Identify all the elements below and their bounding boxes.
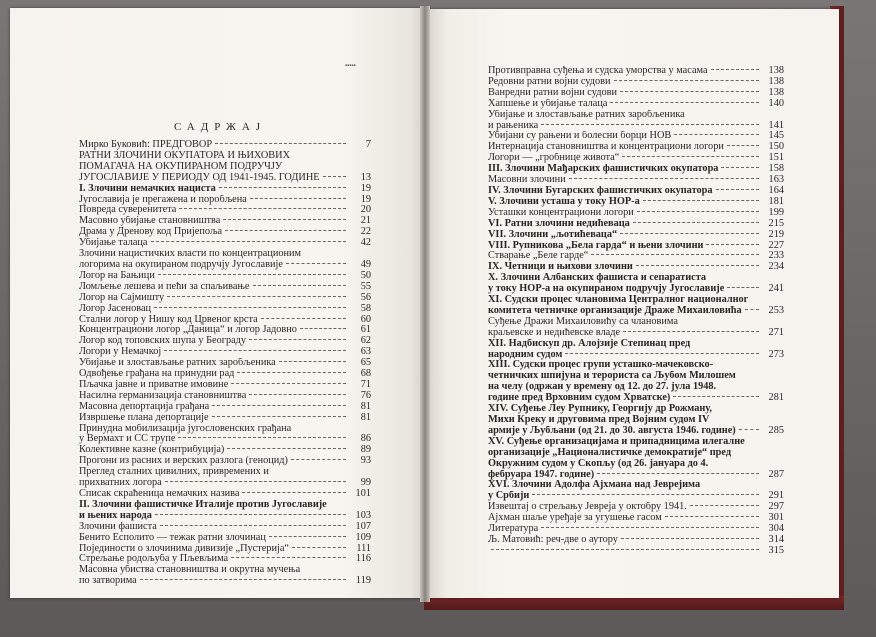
- toc-entry-title: логорима на окупираном подручју Југославије: [79, 259, 283, 270]
- toc-entry-title: Окружним судом у Скопљу (од 26. јануара до 4.: [488, 458, 709, 469]
- toc-entry-title: Одвођење грађана на принудни рад: [79, 369, 235, 380]
- toc-entry: [79, 184, 371, 195]
- toc-entry: [488, 230, 784, 241]
- toc-entry-title: Михи Креку и друговима пред Војним судом IV: [488, 415, 710, 425]
- toc-leader: [279, 361, 346, 362]
- toc-leader: [711, 69, 759, 70]
- toc-page-number: 13: [360, 171, 371, 183]
- toc-leader: [165, 481, 346, 482]
- toc-entry-title: XIII. Судски процес групи усташко-мачековско-: [488, 360, 714, 371]
- toc-page-number: 158: [768, 163, 784, 175]
- toc-page-number: 111: [356, 542, 371, 554]
- toc-entry-title: IV. Злочини Бугарских фашистичких окупатора: [488, 185, 713, 196]
- toc-leader: [261, 318, 346, 319]
- toc-entry-title: у Вермахт и СС трупе: [79, 434, 176, 445]
- toc-entry: [488, 251, 784, 262]
- toc-page-number: 19: [360, 182, 371, 194]
- toc-entry-title: Преглед сталних цивилних, привремених и: [79, 467, 269, 478]
- toc-leader: [569, 178, 759, 179]
- toc-leader: [597, 473, 759, 474]
- toc-entry-title: Масовно убијање становништва: [79, 216, 221, 227]
- toc-leader: [253, 285, 347, 286]
- toc-entry: [79, 195, 371, 206]
- toc-leader: [727, 145, 759, 146]
- toc-leader: [674, 134, 759, 135]
- toc-entry: [488, 208, 784, 219]
- toc-leader: [623, 331, 759, 332]
- toc-page-number: 271: [768, 326, 784, 338]
- toc-page-number: 145: [768, 130, 784, 142]
- toc-leader: [151, 241, 347, 242]
- toc-page-number: 138: [768, 86, 784, 98]
- toc-leader: [140, 579, 346, 580]
- toc-entry-title: по затворима: [79, 576, 137, 587]
- toc-page-number: 19: [360, 193, 371, 205]
- toc-entry: [488, 513, 784, 524]
- toc-entry-title: ЈУГОСЛАВИЈЕ У ПЕРИОДУ ОД 1941-1945. ГОДИНЕ: [79, 172, 320, 183]
- toc-page-number: 62: [360, 335, 371, 347]
- toc-page-number: 163: [768, 174, 784, 186]
- toc-page-number: 109: [355, 531, 371, 543]
- toc-leader: [300, 328, 346, 329]
- toc-entry: [79, 151, 371, 184]
- toc-entry-title: Концентрациони логор „Даница“ и логор Јадовно: [79, 325, 297, 336]
- toc-page-number: 21: [360, 215, 371, 227]
- toc-leader: [212, 416, 346, 417]
- toc-entry-title: Извештај о стрељању Јевреја у октобру 1941.: [488, 502, 687, 513]
- toc-entry: [488, 535, 784, 546]
- book-gutter: [420, 6, 430, 602]
- toc-entry-title: II. Злочини фашистичке Италије против Југославије: [79, 499, 327, 510]
- toc-entry: [79, 424, 371, 446]
- toc-leader: [242, 492, 346, 493]
- toc-leader: [532, 494, 759, 495]
- toc-entry: [488, 546, 784, 557]
- toc-leader: [219, 187, 346, 188]
- toc-entry-title: Логор код топовских шупа у Београду: [79, 336, 247, 347]
- toc-leader: [286, 263, 346, 264]
- toc-leader: [614, 80, 759, 81]
- toc-page-number: 315: [768, 544, 784, 556]
- toc-leader: [155, 514, 346, 515]
- toc-entry-title: Усташки концентрациони логори: [488, 207, 634, 218]
- toc-entry: [79, 402, 371, 413]
- toc-page-number: 181: [768, 195, 784, 207]
- toc-leader: [323, 176, 346, 177]
- toc-entry-title: Убијање и злостављање ратних заробљеника: [79, 358, 276, 369]
- toc-entry: [79, 533, 371, 544]
- toc-leader: [541, 527, 759, 528]
- toc-page-number: 150: [768, 141, 784, 153]
- toc-page-number: 58: [360, 302, 371, 314]
- toc-heading: САДРЖАЈ: [174, 121, 267, 133]
- toc-entry: [79, 227, 371, 238]
- toc-entry: [79, 293, 371, 304]
- toc-entry-title: Љ. Матовић: реч-две о аутору: [488, 534, 618, 545]
- toc-leader: [249, 394, 346, 395]
- toc-page-number: 234: [768, 261, 784, 273]
- toc-leader: [225, 230, 346, 231]
- toc-leader: [179, 208, 346, 209]
- toc-page-number: 99: [360, 477, 371, 489]
- toc-entry: [488, 480, 784, 502]
- toc-entry: [488, 186, 784, 197]
- toc-entry: [488, 295, 784, 317]
- toc-leader: [158, 274, 346, 275]
- toc-entry: [488, 219, 784, 230]
- toc-entry: [79, 282, 371, 293]
- toc-entry: [79, 565, 371, 587]
- toc-right-column: [488, 66, 784, 557]
- toc-page-number: 138: [768, 65, 784, 76]
- toc-entry: [488, 110, 784, 132]
- toc-entry: [79, 445, 371, 456]
- toc-page-number: 116: [355, 553, 371, 565]
- toc-entry-title: Суђење Дражи Михаиловићу са члановима: [488, 316, 678, 327]
- toc-page-number: 81: [360, 411, 371, 423]
- toc-entry-title: Злочини фашиста: [79, 521, 157, 532]
- toc-page-number: 107: [355, 520, 371, 532]
- toc-entry-title: комитета четничке организације Драже Михаиловића: [488, 305, 742, 316]
- toc-page-number: 119: [355, 575, 371, 587]
- toc-entry-title: Ајхман шаље уређаје за угушење гасом: [488, 513, 662, 524]
- toc-page-number: 63: [360, 346, 371, 358]
- toc-leader: [721, 167, 759, 168]
- toc-entry-title: Бенито Есполито — тежак ратни злочинац: [79, 532, 266, 543]
- toc-leader: [164, 350, 346, 351]
- toc-leader: [541, 124, 759, 125]
- toc-page-number: 61: [360, 324, 371, 336]
- toc-entry-title: III. Злочини Мађарских фашистичких окупатора: [488, 164, 719, 175]
- toc-leader: [643, 200, 759, 201]
- toc-leader: [250, 198, 346, 199]
- toc-entry: [79, 271, 371, 282]
- toc-leader: [637, 211, 759, 212]
- toc-entry: [488, 262, 784, 273]
- toc-page-number: 101: [355, 488, 371, 499]
- toc-entry-title: четничких шпијуна и терориста са Љубом Милошем: [488, 371, 736, 382]
- toc-entry: [488, 404, 784, 437]
- toc-page-number: 297: [768, 501, 784, 513]
- toc-page-number: 233: [768, 250, 784, 262]
- toc-entry-title: Списак скраћеница немачких назива: [79, 489, 240, 499]
- toc-entry: [79, 467, 371, 489]
- toc-entry-title: Прогони из расних и верских разлога (геноцид): [79, 456, 288, 467]
- toc-entry-title: Злочини нацистичких власти по концентрационим: [79, 249, 302, 260]
- toc-leader: [223, 219, 346, 220]
- toc-entry-title: XVI. Злочини Адолфа Ајхмана над Јеврејима: [488, 480, 701, 491]
- toc-leader: [565, 353, 759, 354]
- toc-entry: [488, 273, 784, 295]
- toc-leader: [633, 222, 759, 223]
- toc-entry: [488, 131, 784, 142]
- toc-entry-title: Стални логор у Нишу код Црвеног крста: [79, 314, 258, 325]
- toc-entry-title: XIV. Суђење Леу Рупнику, Георгију др Рожману,: [488, 404, 712, 415]
- toc-entry-title: Противправна суђења и судска уморства у масама: [488, 66, 708, 76]
- toc-entry: [79, 304, 371, 315]
- toc-page-number: 219: [768, 228, 784, 240]
- toc-entry: [488, 317, 784, 339]
- toc-leader: [231, 557, 346, 558]
- toc-entry: [488, 77, 784, 88]
- toc-page-number: 93: [360, 455, 371, 467]
- toc-page-number: 86: [360, 433, 371, 445]
- toc-leader: [622, 156, 759, 157]
- toc-leader: [665, 516, 759, 517]
- toc-entry: [79, 413, 371, 424]
- toc-entry: [79, 489, 371, 500]
- toc-leader: [690, 505, 759, 506]
- toc-leader: [610, 102, 759, 103]
- toc-entry-title: VI. Ратни злочини недићеваца: [488, 218, 630, 229]
- toc-entry-title: ПОМАГАЧА НА ОКУПИРАНОМ ПОДРУЧЈУ: [79, 161, 283, 172]
- toc-page-number: 227: [768, 239, 784, 251]
- toc-page-number: 65: [360, 357, 371, 369]
- toc-entry-title: прихватних логора: [79, 478, 162, 489]
- toc-entry-title: X. Злочини Албанских фашиста и сепаратиста: [488, 273, 707, 284]
- toc-entry: [488, 197, 784, 208]
- toc-leader: [673, 396, 759, 397]
- toc-entry-title: Извршење плана депортације: [79, 412, 209, 423]
- toc-leader: [227, 448, 346, 449]
- toc-leader: [292, 547, 346, 548]
- toc-entry-title: Интернација становништва и концентрациони логори: [488, 142, 724, 153]
- toc-entry-title: XV. Суђење организацијама и припадницима илегалне: [488, 436, 745, 447]
- toc-page-number: 281: [768, 392, 784, 404]
- toc-entry: [488, 66, 784, 77]
- toc-page-number: 164: [768, 184, 784, 196]
- toc-entry-title: V. Злочини усташа у току НОР-а: [488, 196, 640, 207]
- toc-entry: [488, 437, 784, 481]
- toc-page-number: 199: [768, 206, 784, 218]
- toc-page-number: 81: [360, 400, 371, 412]
- toc-entry-title: Логор Јасеновац: [79, 303, 152, 314]
- toc-entry-title: на челу (одржан у времену од 12. до 27. јула 1948.: [488, 382, 717, 393]
- toc-entry-title: године пред Врховним судом Хрватске): [488, 393, 671, 404]
- toc-leader: [167, 296, 346, 297]
- toc-entry-title: Мирко Буковић: ПРЕДГОВОР: [79, 140, 213, 150]
- toc-entry: [488, 164, 784, 175]
- toc-leader: [269, 536, 346, 537]
- toc-entry: [79, 391, 371, 402]
- toc-entry-title: XII. Надбискуп др. Алојзије Степинац пред: [488, 338, 691, 349]
- toc-entry: [488, 142, 784, 153]
- toc-page-number: 22: [360, 226, 371, 238]
- toc-leader: [215, 143, 346, 144]
- toc-leader: [249, 339, 346, 340]
- toc-leader: [491, 549, 759, 550]
- toc-entry-title: Ломљење лешева и пећи за спаљивање: [79, 281, 250, 292]
- toc-page-number: 241: [768, 283, 784, 295]
- toc-entry: [79, 500, 371, 522]
- toc-entry-title: Убијање талаца: [79, 238, 148, 249]
- toc-entry-title: РАТНИ ЗЛОЧИНИ ОКУПАТОРА И ЊИХОВИХ: [79, 150, 290, 161]
- toc-entry: [488, 502, 784, 513]
- toc-page-number: 20: [360, 204, 371, 216]
- toc-entry-title: Колективне казне (контрибуција): [79, 445, 225, 456]
- toc-entry-title: организације „Националистичке демократије“ пред: [488, 447, 732, 458]
- toc-leader: [636, 265, 759, 266]
- toc-entry-title: Насилна германизација становништва: [79, 390, 247, 401]
- toc-entry-title: Стрељање родољуба у Пљевљима: [79, 554, 229, 565]
- toc-page-number: 141: [768, 119, 784, 131]
- toc-entry: [79, 358, 371, 369]
- toc-leader: [212, 405, 346, 406]
- toc-entry: [79, 369, 371, 380]
- toc-entry: [488, 153, 784, 164]
- toc-entry-title: и рањеника: [488, 120, 539, 131]
- toc-entry: [488, 241, 784, 252]
- toc-page-number: 215: [768, 217, 784, 229]
- toc-entry-title: Повреда суверенитета: [79, 205, 177, 216]
- toc-page-number: 50: [360, 269, 371, 281]
- toc-entry: [79, 216, 371, 227]
- toc-page-number: 140: [768, 97, 784, 109]
- toc-page-number: 89: [360, 444, 371, 456]
- toc-page-number: 273: [768, 348, 784, 360]
- toc-leader: [727, 287, 759, 288]
- toc-entry-title: IX. Четници и њихови злочини: [488, 262, 633, 273]
- toc-page-number: 55: [360, 280, 371, 292]
- toc-entry-title: XI. Судски процес члановима Централног националног: [488, 295, 749, 306]
- toc-leader: [237, 372, 346, 373]
- toc-page-number: 291: [768, 490, 784, 502]
- toc-leader: [620, 91, 759, 92]
- toc-entry: [488, 88, 784, 99]
- toc-entry-title: и њених народа: [79, 510, 152, 521]
- toc-page-number: 138: [768, 75, 784, 87]
- toc-entry-title: Хапшење и убијање талаца: [488, 98, 608, 109]
- toc-entry-title: Појединости о злочинима дивизије „Пустерија“: [79, 543, 289, 554]
- toc-entry-title: Масовна депортација грађана: [79, 401, 210, 412]
- toc-entry-title: Масовни злочини: [488, 175, 566, 186]
- toc-entry-title: краљевске и недићевске владе: [488, 327, 621, 338]
- toc-entry: [488, 99, 784, 110]
- toc-entry-title: Стварање „Беле гарде“: [488, 251, 589, 262]
- toc-leader: [620, 233, 759, 234]
- toc-leader: [591, 254, 759, 255]
- toc-entry: [488, 175, 784, 186]
- toc-entry-title: Логор на Сајмишту: [79, 292, 165, 303]
- toc-entry-title: VII. Злочини „љотићеваца“: [488, 229, 618, 240]
- toc-entry-title: Југославија је прегажена и поробљена: [79, 194, 247, 205]
- toc-entry-title: Убијање и злостављање ратних заробљеника: [488, 109, 685, 120]
- toc-entry-title: у Србији: [488, 491, 530, 502]
- toc-entry: [79, 205, 371, 216]
- toc-entry-title: Убијани су рањени и болесни борци НОВ: [488, 131, 672, 142]
- toc-entry-title: армије у Љубљани (од 21. до 30. августа 1946. године): [488, 425, 736, 436]
- toc-page-number: 49: [360, 258, 371, 270]
- toc-entry-title: Литература: [488, 524, 539, 535]
- toc-entry: [79, 522, 371, 533]
- toc-leader: [160, 525, 346, 526]
- toc-entry: [488, 339, 784, 361]
- toc-entry: [488, 360, 784, 404]
- toc-entry: [79, 380, 371, 391]
- toc-entry-title: у току НОР-а на окупираном подручју Југославије: [488, 284, 725, 295]
- toc-leader: [178, 437, 346, 438]
- toc-page-number: 253: [768, 304, 784, 316]
- toc-entry: [79, 544, 371, 555]
- toc-page-number: 285: [768, 424, 784, 436]
- toc-page-number: 301: [768, 512, 784, 524]
- toc-entry-title: Пљачка јавне и приватне имовине: [79, 379, 229, 390]
- toc-entry-title: Логор на Бањици: [79, 270, 155, 281]
- toc-entry: [79, 249, 371, 271]
- toc-entry-title: Логори у Немачкој: [79, 347, 162, 358]
- toc-entry: [488, 524, 784, 535]
- toc-page-number: 60: [360, 313, 371, 325]
- book-cover-bottom: [424, 596, 844, 610]
- toc-entry: [79, 315, 371, 326]
- toc-page-number: 76: [360, 389, 371, 401]
- toc-leader: [231, 383, 346, 384]
- toc-page-number: 151: [768, 152, 784, 164]
- toc-page-number: 304: [768, 523, 784, 535]
- toc-leader: [745, 309, 759, 310]
- toc-page-number: 71: [360, 378, 371, 390]
- toc-leader: [716, 189, 759, 190]
- toc-entry-title: фебруара 1947. године): [488, 469, 595, 480]
- toc-leader: [739, 429, 759, 430]
- toc-left-column: [79, 140, 371, 587]
- toc-entry-title: Логори — „гробнице живота“: [488, 153, 620, 164]
- toc-leader: [291, 459, 346, 460]
- toc-entry-title: народним судом: [488, 349, 563, 360]
- toc-page-number: 68: [360, 368, 371, 380]
- toc-page-number: 42: [360, 237, 371, 249]
- toc-entry-title: VIII. Рупникова „Бела гарда“ и њени злочини: [488, 240, 704, 251]
- toc-page-number: 287: [768, 468, 784, 480]
- toc-entry-title: Масовна убиства становништва и окрутна мучења: [79, 565, 301, 576]
- toc-leader: [621, 538, 759, 539]
- toc-leader: [154, 307, 346, 308]
- toc-entry-title: Принудна мобилизација југословенских грађана: [79, 423, 292, 434]
- toc-entry: [79, 554, 371, 565]
- toc-entry: [79, 456, 371, 467]
- toc-entry-title: Драма у Дренову код Пријепоља: [79, 227, 223, 238]
- toc-entry: [79, 325, 371, 336]
- page-mark: ▪▪▪▪▪: [345, 63, 356, 69]
- toc-entry: [79, 238, 371, 249]
- toc-page-number: 56: [360, 291, 371, 303]
- toc-page-number: 103: [355, 509, 371, 521]
- toc-leader: [706, 244, 759, 245]
- toc-entry-title: I. Злочини немачких нациста: [79, 183, 216, 194]
- toc-page-number: 314: [768, 533, 784, 545]
- toc-entry-title: Ванредни ратни војни судови: [488, 87, 618, 98]
- toc-entry: [79, 140, 371, 151]
- toc-entry-title: Редовни ратни војни судови: [488, 76, 611, 87]
- toc-entry: [79, 347, 371, 358]
- toc-entry: [79, 336, 371, 347]
- toc-page-number: 7: [365, 139, 371, 150]
